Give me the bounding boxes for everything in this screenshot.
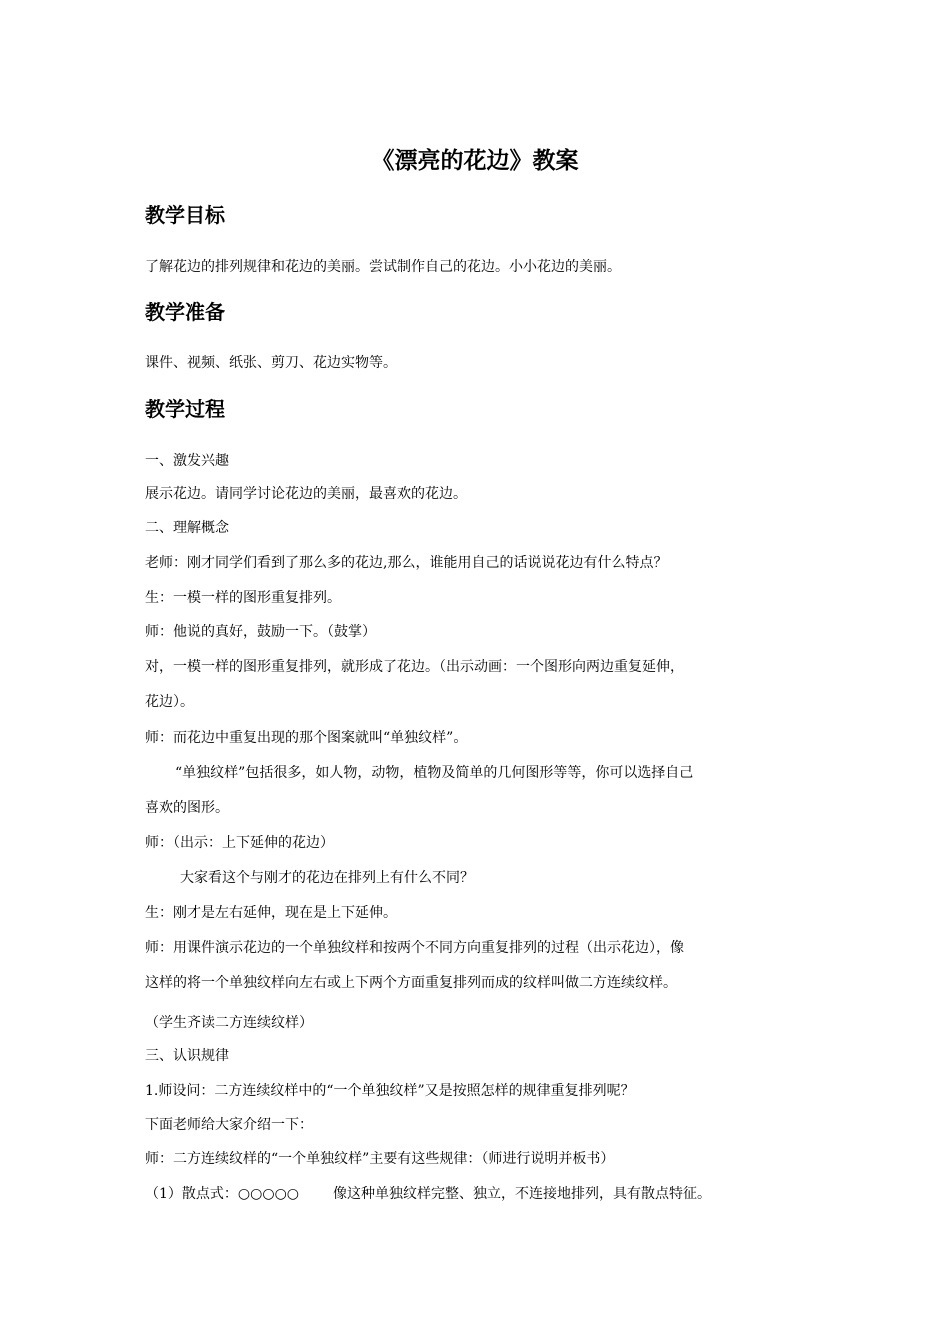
process-line: 二、理解概念 bbox=[145, 520, 229, 536]
scatter-pattern-label: （1）散点式： bbox=[145, 1186, 238, 1202]
process-line: 生：刚才是左右延伸，现在是上下延伸。 bbox=[145, 905, 397, 921]
prep-text: 课件、视频、纸张、剪刀、花边实物等。 bbox=[145, 355, 397, 371]
scatter-pattern-line bbox=[145, 1183, 825, 1205]
process-line: 对，一模一样的图形重复排列，就形成了花边。（出示动画：一个图形向两边重复延伸， bbox=[145, 659, 684, 675]
process-line: 老师：刚才同学们看到了那么多的花边,那么，谁能用自己的话说说花边有什么特点？ bbox=[145, 555, 668, 571]
process-line: 一、激发兴趣 bbox=[145, 453, 229, 469]
process-line: 喜欢的图形。 bbox=[145, 800, 229, 816]
process-line: 师：而花边中重复出现的那个图案就叫“单独纹样”。 bbox=[145, 730, 468, 746]
process-line: 三、认识规律 bbox=[145, 1048, 229, 1064]
process-line: 下面老师给大家介绍一下： bbox=[145, 1117, 313, 1133]
heading-teaching-process: 教学过程 bbox=[145, 397, 225, 421]
heading-teaching-goal: 教学目标 bbox=[145, 203, 225, 227]
process-line: 师：二方连续纹样的“一个单独纹样”主要有这些规律：（师进行说明并板书） bbox=[145, 1151, 615, 1167]
process-line: 这样的将一个单独纹样向左右或上下两个方面重复排列而成的纹样叫做二方连续纹样。 bbox=[145, 975, 677, 991]
goal-text: 了解花边的排列规律和花边的美丽。尝试制作自己的花边。小小花边的美丽。 bbox=[145, 259, 621, 275]
process-line: 师：用课件演示花边的一个单独纹样和按两个不同方向重复排列的过程（出示花边），像 bbox=[145, 940, 684, 956]
process-line: 大家看这个与刚才的花边在排列上有什么不同？ bbox=[180, 870, 474, 886]
process-line: “单独纹样”包括很多，如人物，动物，植物及简单的几何图形等等，你可以选择自己 bbox=[175, 765, 694, 781]
heading-teaching-prep: 教学准备 bbox=[145, 300, 225, 324]
process-line: 展示花边。请同学讨论花边的美丽，最喜欢的花边。 bbox=[145, 486, 467, 502]
process-line: 花边）。 bbox=[145, 694, 194, 710]
process-line: 师：他说的真好，鼓励一下。（鼓掌） bbox=[145, 624, 376, 640]
circle-symbols: ○○○○○ bbox=[237, 1186, 300, 1202]
process-line: 生：一模一样的图形重复排列。 bbox=[145, 590, 341, 606]
process-line: （学生齐读二方连续纹样） bbox=[145, 1015, 313, 1031]
document-title: 《漂亮的花边》教案 bbox=[371, 148, 579, 174]
process-line: 师：（出示：上下延伸的花边） bbox=[145, 835, 334, 851]
process-line: 1.师设问：二方连续纹样中的“一个单独纹样”又是按照怎样的规律重复排列呢？ bbox=[145, 1083, 635, 1099]
scatter-pattern-text: 像这种单独纹样完整、独立，不连接地排列，具有散点特征。 bbox=[333, 1186, 712, 1202]
